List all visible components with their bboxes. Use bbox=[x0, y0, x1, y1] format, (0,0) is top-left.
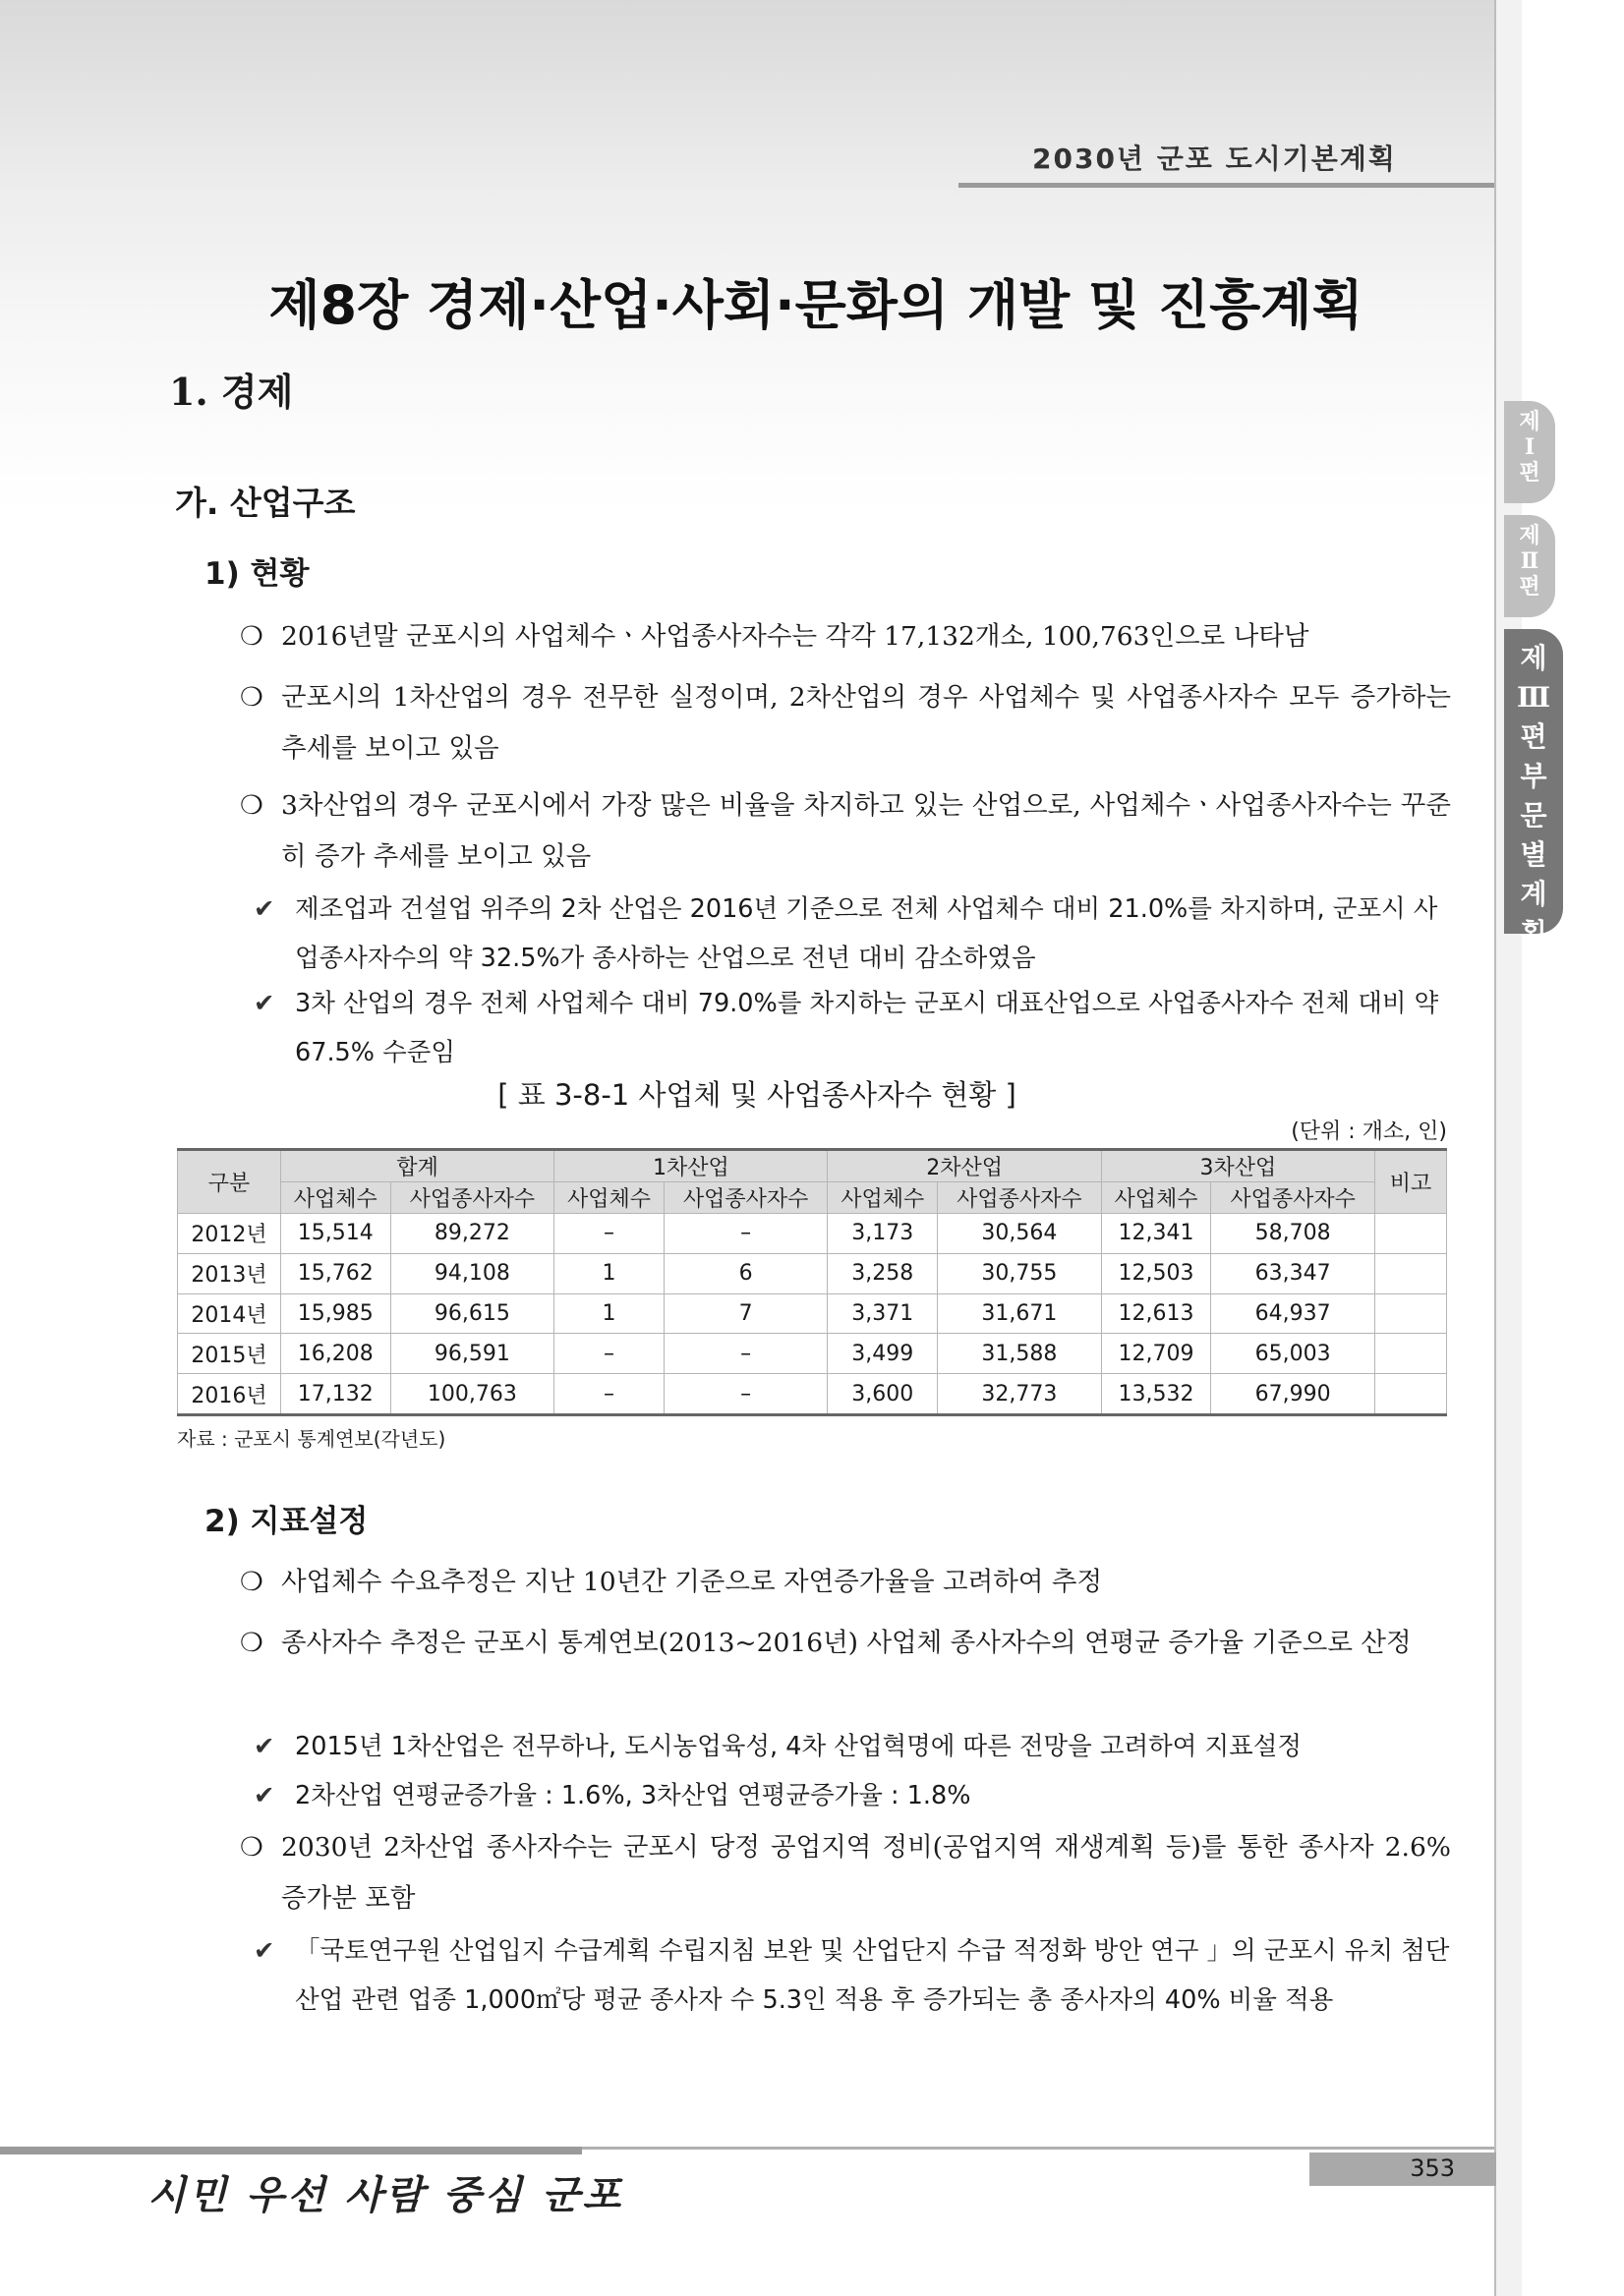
header-tertiary: 3차산업 bbox=[1101, 1150, 1374, 1182]
checkmark-icon: ✔ bbox=[254, 1732, 275, 1761]
subheader: 사업종사자수 bbox=[938, 1182, 1102, 1214]
checkmark-icon: ✔ bbox=[254, 1936, 275, 1966]
check-item: ✔ 2차산업 연평균증가율 : 1.6%, 3차산업 연평균증가율 : 1.8% bbox=[254, 1771, 1453, 1820]
side-tab-part-2[interactable]: 제 Ⅱ 편 bbox=[1504, 515, 1555, 617]
subheader: 사업종사자수 bbox=[664, 1182, 828, 1214]
running-header: 2030년 군포 도시기본계획 bbox=[1032, 143, 1397, 175]
circle-bullet-icon: ❍ bbox=[240, 1567, 263, 1597]
footer-accent bbox=[0, 2147, 582, 2154]
header-primary: 1차산업 bbox=[554, 1150, 828, 1182]
heading-indicator: 2) 지표설정 bbox=[204, 1504, 369, 1539]
circle-bullet-icon: ❍ bbox=[240, 1832, 263, 1863]
subheader: 사업종사자수 bbox=[1211, 1182, 1375, 1214]
paragraph: ❍ 3차산업의 경우 군포시에서 가장 많은 비율을 차지하고 있는 산업으로, 사업체수ㆍ사업종사자수는 꾸준히 증가 추세를 보이고 있음 bbox=[240, 780, 1451, 883]
table-row: 2012년 15,514 89,272 – – 3,173 30,564 12,341 58,708 bbox=[178, 1214, 1447, 1254]
paragraph: ❍ 2016년말 군포시의 사업체수ㆍ사업종사자수는 각각 17,132개소, 100,763인으로 나타남 bbox=[240, 611, 1451, 662]
check-item: ✔ 3차 산업의 경우 전체 사업체수 대비 79.0%를 차지하는 군포시 대표산업으로 사업종사자수 전체 대비 약 67.5% 수준임 bbox=[254, 979, 1453, 1077]
section-title: 1. 경제 bbox=[169, 370, 294, 414]
page-edge bbox=[1494, 0, 1524, 2296]
check-item: ✔ 제조업과 건설업 위주의 2차 산업은 2016년 기준으로 전체 사업체수 대비 21.0%를 차지하며, 군포시 사업종사자수의 약 32.5%가 종사하는 산업으로 전년 대비 감소하였음 bbox=[254, 885, 1453, 983]
subheader: 사업체수 bbox=[554, 1182, 665, 1214]
check-item: ✔ 「국토연구원 산업입지 수급계획 수립지침 보완 및 산업단지 수급 적정화 방안 연구 」의 군포시 유치 첨단산업 관련 업종 1,000㎡당 평균 종사자 수 5.3인 적용 후 증가되는 총 종사자의 40% 비율 적용 bbox=[254, 1926, 1453, 2025]
header-note: 비고 bbox=[1375, 1150, 1447, 1214]
circle-bullet-icon: ❍ bbox=[240, 790, 263, 821]
checkmark-icon: ✔ bbox=[254, 1781, 275, 1810]
checkmark-icon: ✔ bbox=[254, 894, 275, 924]
paragraph: ❍ 종사자수 추정은 군포시 통계연보(2013~2016년) 사업체 종사자수의 연평균 증가율 기준으로 산정 bbox=[240, 1618, 1451, 1669]
table-row: 2014년 15,985 96,615 1 7 3,371 31,671 12,613 64,937 bbox=[178, 1293, 1447, 1334]
subheader: 사업체수 bbox=[828, 1182, 938, 1214]
header-category: 구분 bbox=[178, 1150, 281, 1214]
table-row: 2016년 17,132 100,763 – – 3,600 32,773 13,532 67,990 bbox=[178, 1374, 1447, 1415]
side-tab-part-3[interactable]: 제 Ⅲ 편 부 문 별 계 획 bbox=[1504, 629, 1563, 934]
side-tab-part-1[interactable]: 제 Ⅰ 편 bbox=[1504, 401, 1555, 503]
paragraph: ❍ 군포시의 1차산업의 경우 전무한 실정이며, 2차산업의 경우 사업체수 및 사업종사자수 모두 증가하는 추세를 보이고 있음 bbox=[240, 672, 1451, 775]
heading-current: 1) 현황 bbox=[204, 556, 310, 592]
table-title: [ 표 3-8-1 사업체 및 사업종사자수 현황 ] bbox=[497, 1078, 1016, 1112]
circle-bullet-icon: ❍ bbox=[240, 621, 263, 652]
table-source: 자료 : 군포시 통계연보(각년도) bbox=[177, 1427, 446, 1451]
table-row: 2015년 16,208 96,591 – – 3,499 31,588 12,709 65,003 bbox=[178, 1334, 1447, 1374]
subheader: 사업체수 bbox=[281, 1182, 391, 1214]
checkmark-icon: ✔ bbox=[254, 989, 275, 1018]
footer-slogan: 시민 우선 사람 중심 군포 bbox=[147, 2172, 624, 2218]
page-number: 353 bbox=[1410, 2154, 1455, 2182]
header-secondary: 2차산업 bbox=[828, 1150, 1101, 1182]
paragraph: ❍ 사업체수 수요추정은 지난 10년간 기준으로 자연증가율을 고려하여 추정 bbox=[240, 1557, 1451, 1608]
subheader: 사업종사자수 bbox=[390, 1182, 554, 1214]
chapter-title: 제8장 경제·산업·사회·문화의 개발 및 진흥계획 bbox=[268, 274, 1363, 336]
check-item: ✔ 2015년 1차산업은 전무하나, 도시농업육성, 4차 산업혁명에 따른 전망을 고려하여 지표설정 bbox=[254, 1722, 1453, 1771]
header-total: 합계 bbox=[281, 1150, 554, 1182]
table-row: 2013년 15,762 94,108 1 6 3,258 30,755 12,503 63,347 bbox=[178, 1253, 1447, 1293]
circle-bullet-icon: ❍ bbox=[240, 1628, 263, 1658]
subheader: 사업체수 bbox=[1101, 1182, 1211, 1214]
header-rule bbox=[958, 183, 1494, 188]
circle-bullet-icon: ❍ bbox=[240, 682, 263, 713]
paragraph: ❍ 2030년 2차산업 종사자수는 군포시 당정 공업지역 정비(공업지역 재생계획 등)를 통한 종사자 2.6% 증가분 포함 bbox=[240, 1822, 1451, 1924]
subsection-title: 가. 산업구조 bbox=[175, 484, 356, 522]
header-background bbox=[0, 0, 1494, 511]
table-unit: (단위 : 개소, 인) bbox=[1291, 1119, 1447, 1144]
margin bbox=[1522, 0, 1624, 2296]
establishments-table bbox=[177, 1148, 1447, 1416]
